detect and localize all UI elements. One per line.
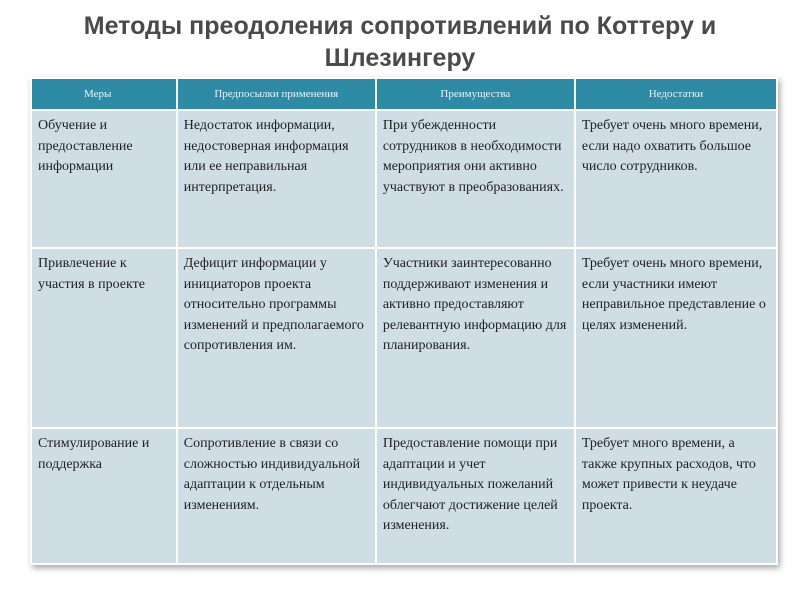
table-cell: Недостаток информации, недостоверная информация или ее неправильная интерпретация. <box>178 111 375 247</box>
table-header-row <box>32 79 776 109</box>
methods-table-container <box>30 77 778 565</box>
table-cell: Привлечение к участия в проекте <box>32 249 176 427</box>
table-cell: Обучение и предоставление информации <box>32 111 176 247</box>
table-cell: Требует очень много времени, если надо охватить большое число сотрудников. <box>576 111 776 247</box>
methods-table <box>30 77 778 565</box>
table-cell: При убежденности сотрудников в необходимости мероприятия они активно участвуют в преобразованиях. <box>377 111 574 247</box>
header-disadvantages: Недостатки <box>576 79 776 109</box>
table-cell: Участники заинтересованно поддерживают изменения и активно предоставляют релевантную информацию для планирования. <box>377 249 574 427</box>
table-row <box>32 429 776 563</box>
table-cell: Требует много времени, а также крупных расходов, что может привести к неудаче проекта. <box>576 429 776 563</box>
header-advantages: Преимущества <box>377 79 574 109</box>
table-cell: Сопротивление в связи со сложностью индивидуальной адаптации к отдельным изменениям. <box>178 429 375 563</box>
table-cell: Стимулирование и поддержка <box>32 429 176 563</box>
table-cell: Дефицит информации у инициаторов проекта относительно программы изменений и предполагаемого сопротивления им. <box>178 249 375 427</box>
table-row <box>32 249 776 427</box>
slide-title: Методы преодоления сопротивлений по Коттеру и Шлезингеру <box>83 12 717 72</box>
table-cell: Требует очень много времени, если участники имеют неправильное представление о целях изменений. <box>576 249 776 427</box>
table-row <box>32 111 776 247</box>
table-cell: Предоставление помощи при адаптации и учет индивидуальных пожеланий облегчают достижение целей изменения. <box>377 429 574 563</box>
header-preconditions: Предпосылки применения <box>178 79 375 109</box>
header-measures: Меры <box>32 79 176 109</box>
